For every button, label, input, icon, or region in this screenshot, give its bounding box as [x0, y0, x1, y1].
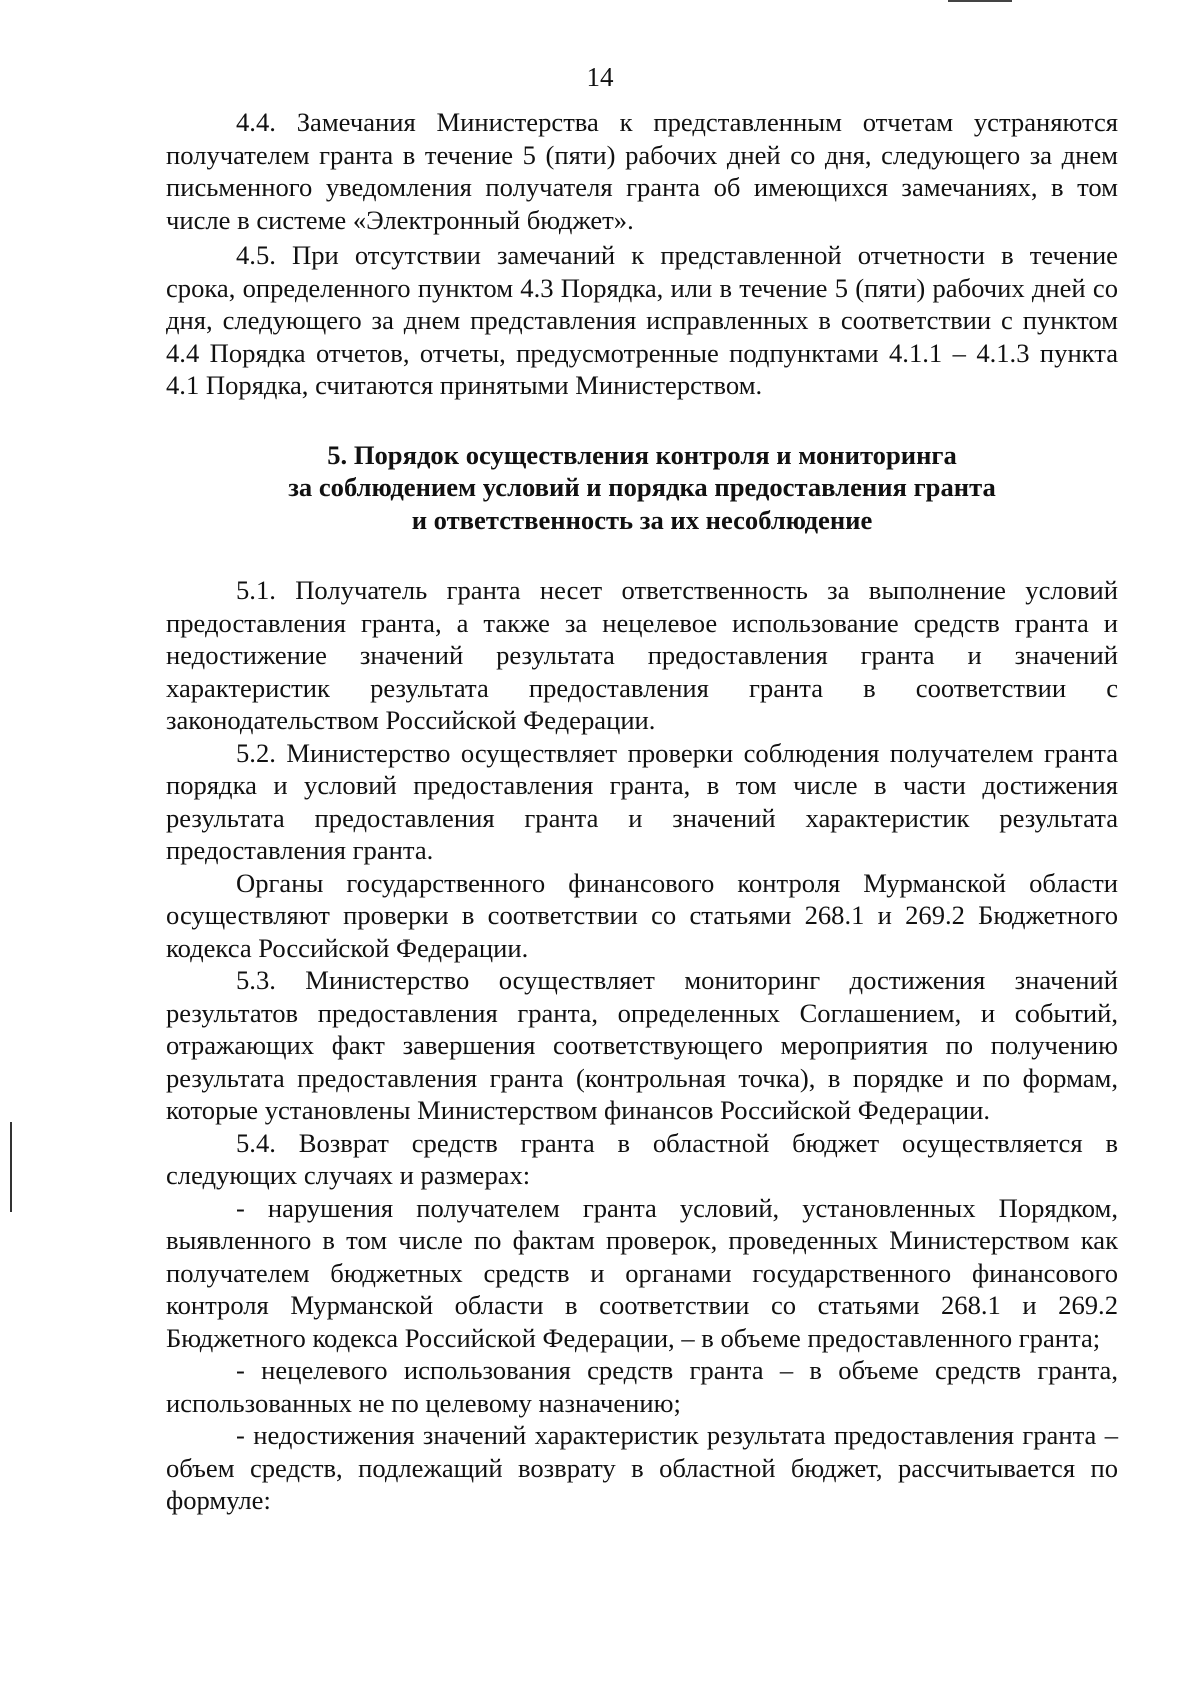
paragraph-5-1: 5.1. Получатель гранта несет ответственность за выполнение условий предоставления гранта, а также за нецелевое использование средств гранта и недостижение значений результата предоставления гранта и значений характеристик результата предоставления гранта в соответствии с законодательством Российской Федерации.: [166, 575, 1118, 735]
scan-mark-left: [10, 1122, 12, 1212]
paragraph-5-3: 5.3. Министерство осуществляет мониторинг достижения значений результатов предоставления гранта, определенных Соглашением, и событий, отражающих факт завершения соответствующего мероприятия по получению результата предоставления гранта (контрольная точка), в порядке и по формам, которые установлены Министерством финансов Российской Федерации.: [166, 965, 1118, 1125]
document-body: [166, 106, 1118, 1517]
section-heading-line-2: за соблюдением условий и порядка предоставления гранта: [288, 472, 996, 502]
list-item-violation: - нарушения получателем гранта условий, установленных Порядком, выявленного в том числе по фактам проверок, проведенных Министерством как получателем бюджетных средств и органами государственного финансового контроля Мурманской области в соответствии со статьями 268.1 и 269.2 Бюджетного кодекса Российской Федерации, – в объеме предоставленного гранта;: [166, 1192, 1118, 1353]
paragraph-5-2: 5.2. Министерство осуществляет проверки соблюдения получателем гранта порядка и условий предоставления гранта, в том числе в части достижения результата предоставления гранта и значений характеристик результата предоставления гранта.: [166, 737, 1118, 865]
paragraph-4-4: 4.4. Замечания Министерства к представленным отчетам устраняются получателем гранта в течение 5 (пяти) рабочих дней со дня, следующего за днем письменного уведомления получателя гранта об имеющихся замечаниях, в том числе в системе «Электронный бюджет».: [166, 107, 1118, 235]
section-heading-line-1: 5. Порядок осуществления контроля и мониторинга: [327, 439, 957, 470]
paragraph-5-4: 5.4. Возврат средств гранта в областной бюджет осуществляется в следующих случаях и размерах:: [166, 1127, 1118, 1190]
list-item-non-achievement: - недостижения значений характеристик результата предоставления гранта – объем средств, подлежащий возврату в областной бюджет, рассчитывается по формуле:: [166, 1420, 1118, 1515]
list-item-misuse: - нецелевого использования средств гранта – в объеме средств гранта, использованных не по целевому назначению;: [166, 1355, 1118, 1418]
section-heading-line-3: и ответственность за их несоблюдение: [411, 504, 873, 535]
section-heading: [166, 439, 1118, 537]
paragraph-4-5: 4.5. При отсутствии замечаний к представленной отчетности в течение срока, определенного пунктом 4.3 Порядка, или в течение 5 (пяти) рабочих дней со дня, следующего за днем представления исправленных в соответствии с пунктом 4.4 Порядка отчетов, отчеты, предусмотренные подпунктами 4.1.1 – 4.1.3 пункта 4.1 Порядка, считаются принятыми Министерством.: [166, 240, 1118, 400]
paragraph-control-bodies: Органы государственного финансового контроля Мурманской области осуществляют проверки в соответствии со статьями 268.1 и 269.2 Бюджетного кодекса Российской Федерации.: [166, 867, 1118, 963]
page-number: 14: [586, 62, 614, 92]
scan-mark-top: [948, 0, 1012, 2]
